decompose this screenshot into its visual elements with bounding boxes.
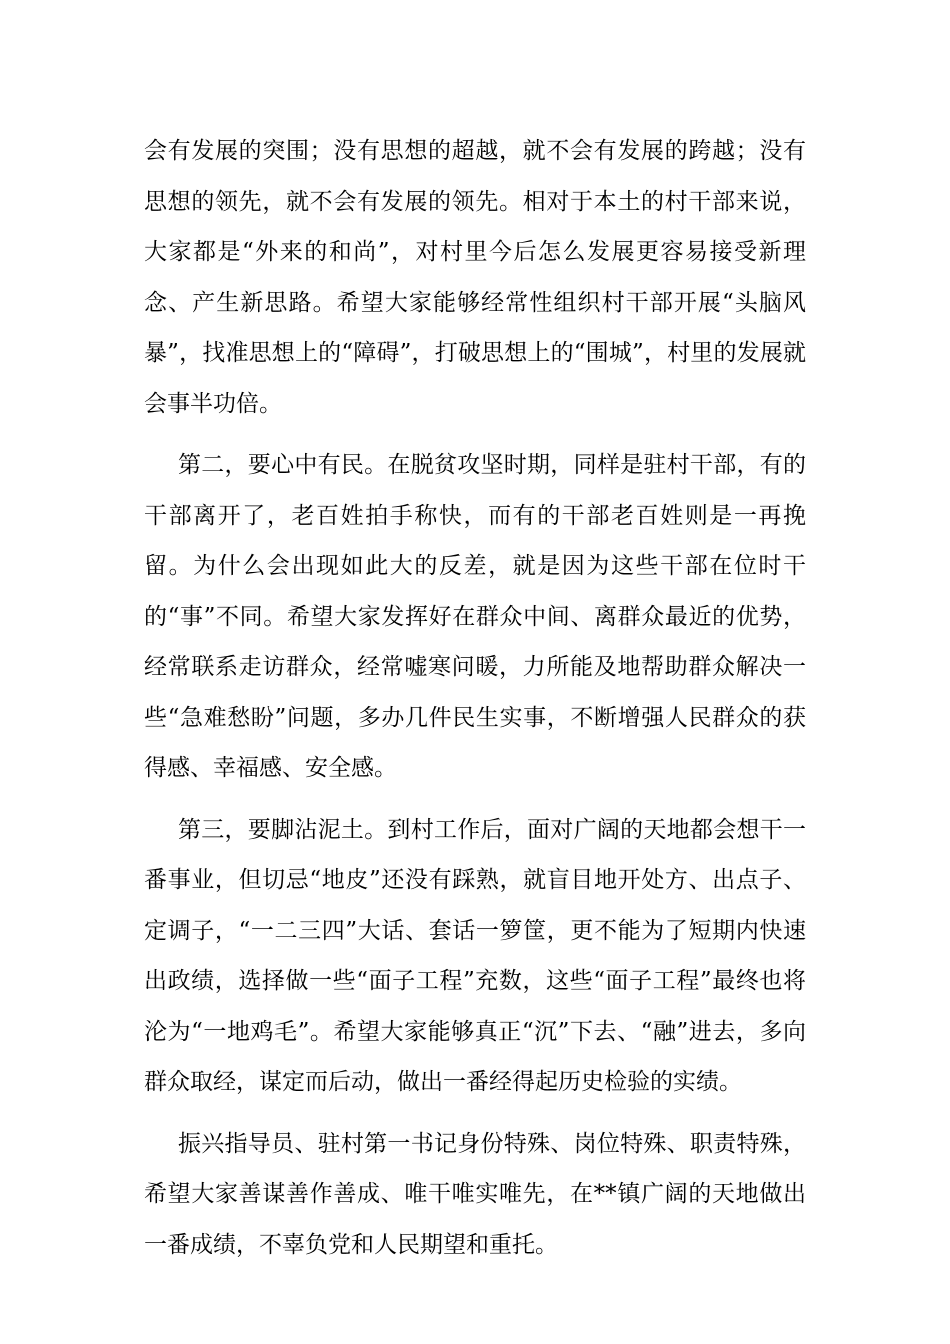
paragraph-continuation: 会有发展的突围；没有思想的超越，就不会有发展的跨越；没有思想的领先，就不会有发展的领先。相对于本土的村干部来说，大家都是“外来的和尚”，对村里今后怎么发展更容易接受新理念、产生新思路。希望大家能够经常性组织村干部开展“头脑风暴”，找准思想上的“障碍”，打破思想上的“围城”，村里的发展就会事半功倍。 bbox=[144, 138, 806, 417]
paragraph-third-point: 第三，要脚沾泥土。到村工作后，面对广阔的天地都会想干一番事业，但切忌“地皮”还没有踩熟，就盲目地开处方、出点子、定调子，“一二三四”大话、套话一箩筐，更不能为了短期内快速出政绩，选择做一些“面子工程”充数，这些“面子工程”最终也将沦为“一地鸡毛”。希望大家能够真正“沉”下去、“融”进去，多向群众取经，谋定而后动，做出一番经得起历史检验的实绩。 bbox=[144, 816, 806, 1095]
document-body bbox=[144, 126, 806, 1281]
paragraph-closing: 振兴指导员、驻村第一书记身份特殊、岗位特殊、职责特殊，希望大家善谋善作善成、唯干唯实唯先，在**镇广阔的天地做出一番成绩，不辜负党和人民期望和重托。 bbox=[144, 1130, 806, 1258]
paragraph-second-point: 第二，要心中有民。在脱贫攻坚时期，同样是驻村干部，有的干部离开了，老百姓拍手称快，而有的干部老百姓则是一再挽留。为什么会出现如此大的反差，就是因为这些干部在位时干的“事”不同。希望大家发挥好在群众中间、离群众最近的优势，经常联系走访群众，经常嘘寒问暖，力所能及地帮助群众解决一些“急难愁盼”问题，多办几件民生实事，不断增强人民群众的获得感、幸福感、安全感。 bbox=[144, 452, 806, 781]
